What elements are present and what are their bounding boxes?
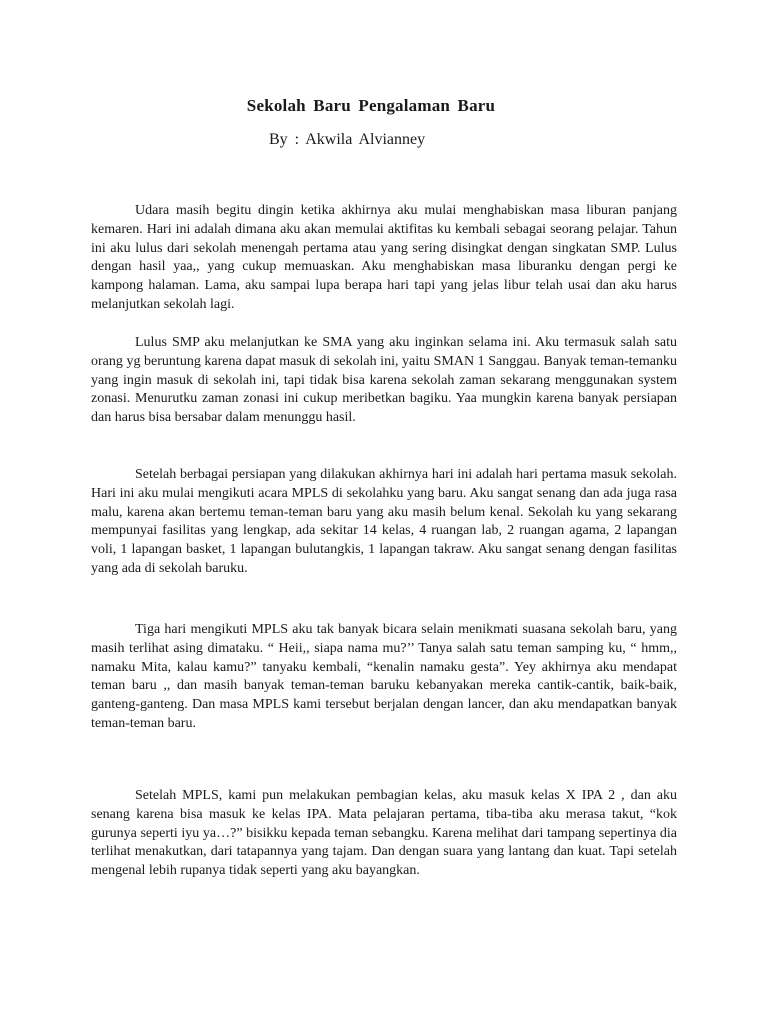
paragraph-5-text: Setelah MPLS, kami pun melakukan pembagian kelas, aku masuk kelas X IPA 2 , dan aku senang karena bisa masuk ke kelas IPA. Mata pelajaran pertama, tiba-tiba aku merasa takut, “kok gurunya seperti iyu ya…?” bisikku kepada teman sebangku. Karena melihat dari tampang sepertinya dia terlihat menakutkan, dari tatapannya yang tajam. Dan dengan suara yang lantang dan kuat. Tapi setelah mengenal lebih rupanya tidak seperti yang aku bayangkan. — [91, 788, 677, 879]
paragraph-3 — [91, 466, 677, 579]
paragraph-4 — [91, 621, 677, 734]
paragraph-1 — [91, 202, 677, 315]
paragraph-2 — [91, 334, 677, 428]
paragraph-2-text: Lulus SMP aku melanjutkan ke SMA yang aku inginkan selama ini. Aku termasuk salah satu orang yg beruntung karena dapat masuk di sekolah ini, yaitu SMAN 1 Sanggau. Banyak teman-temanku yang ingin masuk di sekolah ini, tapi tidak bisa karena sekolah zaman sekarang menggunakan system zonasi. Menurutku zaman zonasi ini cukup meribetkan bagiku. Yaa mungkin karena banyak persiapan dan harus bisa bersabar dalam menunggu hasil. — [91, 335, 677, 426]
paragraph-3-text: Setelah berbagai persiapan yang dilakukan akhirnya hari ini adalah hari pertama masuk sekolah. Hari ini aku mulai mengikuti acara MPLS di sekolahku yang baru. Aku sangat senang dan ada juga rasa malu, karena akan bertemu teman-teman baru yang aku masih belum kenal. Sekolah ku yang sekarang mempunyai fasilitas yang lengkap, ada sekitar 14 kelas, 4 ruangan lab, 2 ruangan agama, 2 lapangan voli, 1 lapangan basket, 1 lapangan bulutangkis, 1 lapangan takraw. Aku sangat senang dengan fasilitas yang ada di sekolah baruku. — [91, 467, 677, 576]
paragraph-5 — [91, 787, 677, 881]
paragraph-4-text: Tiga hari mengikuti MPLS aku tak banyak bicara selain menikmati suasana sekolah baru, yang masih terlihat asing dimataku. “ Heii,, siapa nama mu?’’ Tanya salah satu teman samping ku, “ hmm,, namaku Mita, kalau kamu?” tanyaku kembali, “kenalin namaku gesta”. Yey akhirnya aku mendapat teman baru ,, dan masih banyak teman-teman baruku kebanyakan mereka cantik-cantik, baik-baik, ganteng-ganteng. Dan masa MPLS kami tersebut berjalan dengan lancer, dan aku mendapatkan banyak teman-teman baru. — [91, 622, 677, 731]
paragraph-1-text: Udara masih begitu dingin ketika akhirnya aku mulai menghabiskan masa liburan panjang kemaren. Hari ini adalah dimana aku akan memulai aktifitas ku kembali sebagai seorang pelajar. Tahun ini aku lulus dari sekolah menengah pertama atau yang sering disingkat dengan singkatan SMP. Lulus dengan hasil yaa,, yang cukup memuaskan. Aku menghabiskan masa liburanku dengan pergi ke kampong halaman. Lama, aku sampai lupa berapa hari tapi yang jelas libur telah usai dan aku harus melanjutkan sekolah lagi. — [91, 203, 677, 312]
document-title: Sekolah Baru Pengalaman Baru — [246, 96, 496, 115]
author-byline: By : Akwila Alvianney — [269, 131, 426, 148]
